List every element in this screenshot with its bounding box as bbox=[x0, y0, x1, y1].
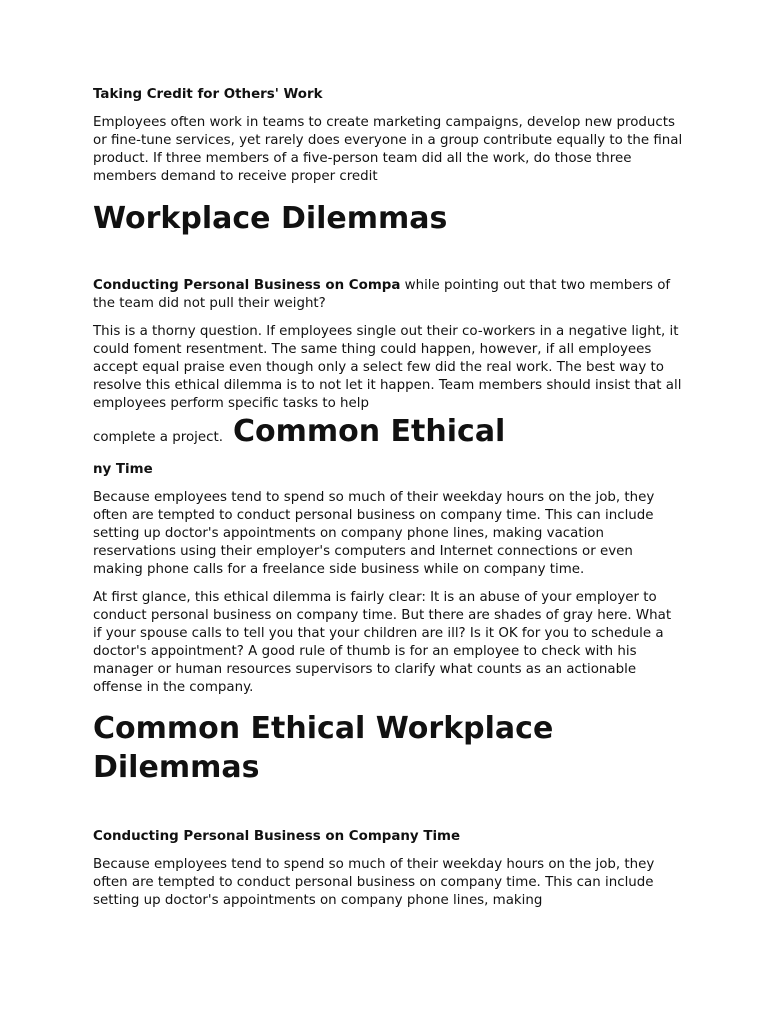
paragraph-tail-line bbox=[93, 413, 683, 457]
section-heading-taking-credit: Taking Credit for Others' Work bbox=[93, 87, 323, 102]
paragraph-personal-business: Because employees tend to spend so much of their weekday hours on the job, they often are tempted to conduct personal business on company time. This can include setting up doctor's appointments on company phone lines, making vacation reservations using their employer's computers and Internet connections or even making phone calls for a freelance side business while on company time. bbox=[93, 490, 655, 577]
title-common-ethical-workplace-dilemmas: Common Ethical Workplace Dilemmas bbox=[93, 711, 554, 785]
bold-fragment: Conducting Personal Business on Compa bbox=[93, 278, 401, 293]
inline-heading-common-ethical: Common Ethical bbox=[233, 414, 506, 449]
paragraph-credit-question bbox=[93, 277, 683, 313]
section-heading-personal-business: Conducting Personal Business on Company Time bbox=[93, 829, 461, 844]
paragraph-tail: complete a project. bbox=[93, 430, 223, 445]
section-heading-time: ny Time bbox=[93, 462, 153, 477]
paragraph-teams: Employees often work in teams to create marketing campaigns, develop new products or fine-tune services, yet rarely does everyone in a group contribute equally to the final product. If three members of a five-person team did all the work, do those three members demand to receive proper credit bbox=[93, 115, 683, 184]
paragraph-first-glance: At first glance, this ethical dilemma is fairly clear: It is an abuse of your employer to conduct personal business on company time. But there are shades of gray here. What if your spouse calls to tell you that your children are ill? Is it OK for you to schedule a doctor's appointment? A good rule of thumb is for an employee to check with his manager or human resources supervisors to clarify what counts as an actionable offense in the company. bbox=[93, 590, 672, 695]
paragraph-credit-rest: while pointing out that two members of the team did not pull their weight? bbox=[93, 278, 671, 311]
document-page bbox=[93, 86, 683, 910]
paragraph-personal-business-repeat: Because employees tend to spend so much of their weekday hours on the job, they often are tempted to conduct personal business on company time. This can include setting up doctor's appointments on company phone lines, making bbox=[93, 857, 655, 908]
title-workplace-dilemmas: Workplace Dilemmas bbox=[93, 201, 448, 236]
paragraph-thorny-question: This is a thorny question. If employees single out their co-workers in a negative light, it could foment resentment. The same thing could happen, however, if all employees accept equal praise even though only a select few did the real work. The best way to resolve this ethical dilemma is to not let it happen. Team members should insist that all employees perform specific tasks to help bbox=[93, 324, 682, 411]
